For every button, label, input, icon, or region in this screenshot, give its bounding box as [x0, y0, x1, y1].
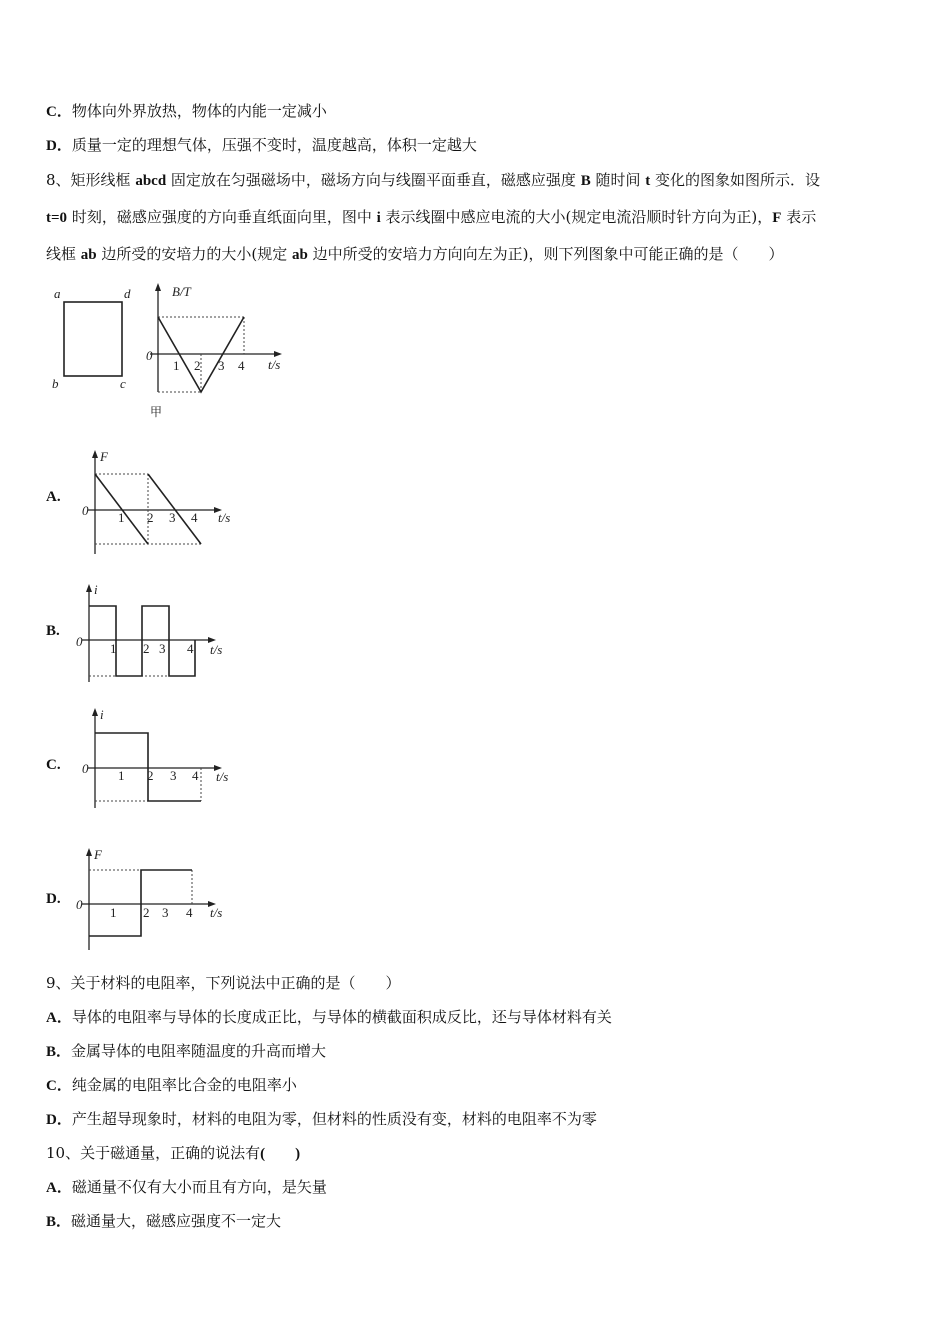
stem-text: abcd	[135, 173, 167, 189]
tick-label: 3	[159, 641, 166, 656]
force-trace	[148, 474, 201, 544]
option-label: B．	[46, 1044, 72, 1060]
option-text: 磁通量大，磁感应强度不一定大	[71, 1212, 282, 1230]
tick-label: 4	[192, 768, 199, 783]
y-axis-arrow	[86, 848, 92, 856]
tick-label: 2	[147, 768, 154, 783]
stem-text: 10、关于磁通量，正确的说法有	[46, 1144, 261, 1162]
q8-option-c-label[interactable]: C.	[46, 757, 61, 773]
tick-label: 4	[187, 641, 194, 656]
q8-stem-line-2	[46, 207, 816, 228]
tick-label: 1	[118, 510, 125, 525]
force-trace	[89, 870, 192, 936]
y-axis-arrow	[92, 708, 98, 716]
tick-label: 2	[194, 358, 201, 373]
stem-text: F	[772, 210, 782, 226]
y-axis-label: i	[94, 582, 98, 597]
option-text: 导体的电阻率与导体的长度成正比，与导体的横截面积成反比，还与导体材料有关	[71, 1008, 612, 1026]
figure-caption: 甲	[150, 405, 163, 419]
stem-text: 边中所受的安培力方向向左为正)，则下列图象中可能正确的是（ ）	[307, 245, 784, 263]
option-label: D．	[46, 1112, 72, 1128]
origin-label: 0	[146, 348, 153, 363]
force-trace	[95, 474, 148, 544]
corner-label-d: d	[124, 286, 131, 301]
current-trace	[89, 606, 195, 676]
tick-label: 3	[162, 905, 169, 920]
option-label: C．	[46, 104, 72, 120]
q8-figure	[46, 280, 306, 434]
q8-option-d-label[interactable]: D.	[46, 891, 61, 907]
q8-option-a-graph[interactable]	[78, 448, 248, 562]
stem-text: ab	[80, 247, 97, 263]
option-text: 物体向外界放热，物体的内能一定减小	[71, 102, 327, 120]
q7-option-c	[46, 101, 327, 122]
y-axis-label: i	[100, 707, 104, 722]
graph-svg	[78, 448, 248, 558]
y-axis-label: F	[100, 449, 108, 464]
option-label: C．	[46, 1078, 72, 1094]
y-axis-arrow	[155, 283, 161, 291]
tick-label: 1	[110, 905, 117, 920]
q9-option-c[interactable]	[46, 1075, 297, 1096]
q10-stem	[46, 1143, 300, 1164]
option-label: D．	[46, 138, 72, 154]
stem-text: ab	[292, 247, 308, 263]
stem-text: ( )	[260, 1146, 301, 1162]
stem-text: 固定放在匀强磁场中，磁场方向与线圈平面垂直，磁感应强度	[166, 171, 581, 189]
tick-label: 1	[173, 358, 180, 373]
y-axis-arrow	[92, 450, 98, 458]
q10-option-b[interactable]	[46, 1211, 281, 1232]
graph-svg	[78, 706, 248, 816]
x-axis-label: t/s	[210, 905, 223, 920]
graph-svg	[72, 846, 242, 956]
stem-text: 变化的图象如图所示．设	[650, 171, 821, 189]
origin-label: 0	[76, 634, 83, 649]
q9-option-a[interactable]	[46, 1007, 612, 1028]
option-label: A．	[46, 1180, 72, 1196]
tick-label: 4	[238, 358, 245, 373]
tick-label: 4	[191, 510, 198, 525]
option-label: A．	[46, 1010, 72, 1026]
tick-label: 2	[143, 641, 150, 656]
stem-text: 时刻，磁感应强度的方向垂直纸面向里，图中	[67, 208, 377, 226]
tick-label: 1	[118, 768, 125, 783]
tick-label: 2	[143, 905, 150, 920]
q9-option-b[interactable]	[46, 1041, 326, 1062]
y-axis-label: F	[94, 847, 102, 862]
q7-option-d	[46, 135, 477, 156]
tick-label: 3	[169, 510, 176, 525]
stem-text: 表示线圈中感应电流的大小(规定电流沿顺时针方向为正)，	[380, 208, 773, 226]
x-axis-label: t/s	[210, 642, 223, 657]
corner-label-a: a	[54, 286, 61, 301]
stem-text: 8、矩形线框	[46, 171, 136, 189]
figure-svg	[46, 280, 306, 430]
stem-text: t=0	[46, 210, 68, 226]
q8-stem-line-1	[46, 170, 820, 191]
option-text: 金属导体的电阻率随温度的升高而增大	[71, 1042, 327, 1060]
current-trace	[95, 733, 201, 801]
origin-label: 0	[76, 897, 83, 912]
tick-label: 1	[110, 641, 117, 656]
corner-label-b: b	[52, 376, 59, 391]
stem-text: 随时间	[590, 171, 646, 189]
option-text: 质量一定的理想气体，压强不变时，温度越高，体积一定越大	[71, 136, 477, 154]
stem-text: 边所受的安培力的大小(规定	[96, 245, 293, 263]
stem-text: 表示	[781, 208, 817, 226]
option-text: 产生超导现象时，材料的电阻为零，但材料的性质没有变，材料的电阻率不为零	[71, 1110, 597, 1128]
tick-label: 3	[218, 358, 225, 373]
stem-text: B	[580, 173, 591, 189]
q8-option-b-graph[interactable]	[72, 582, 242, 696]
stem-text: i	[376, 210, 381, 226]
tick-label: 4	[186, 905, 193, 920]
stem-text: 线框	[46, 245, 81, 263]
origin-label: 0	[82, 761, 89, 776]
q8-option-a-label[interactable]: A.	[46, 489, 61, 505]
x-axis-label: t/s	[216, 769, 229, 784]
x-axis-label: t/s	[218, 510, 231, 525]
option-label: B．	[46, 1214, 72, 1230]
stem-text: t	[645, 173, 651, 189]
option-text: 磁通量不仅有大小而且有方向，是矢量	[71, 1178, 327, 1196]
q8-option-d-graph[interactable]	[72, 846, 242, 960]
tick-label: 3	[170, 768, 177, 783]
option-text: 纯金属的电阻率比合金的电阻率小	[71, 1076, 297, 1094]
wire-frame	[64, 302, 122, 376]
origin-label: 0	[82, 503, 89, 518]
q9-stem: 9、关于材料的电阻率，下列说法中正确的是（ ）	[46, 974, 401, 992]
y-axis-label: B/T	[172, 284, 191, 299]
y-axis-arrow	[86, 584, 92, 592]
corner-label-c: c	[120, 376, 126, 391]
q10-option-a[interactable]	[46, 1177, 327, 1198]
x-axis-label: t/s	[268, 357, 281, 372]
q8-stem-line-3	[46, 244, 783, 265]
q8-option-b-label[interactable]: B.	[46, 623, 60, 639]
q8-option-c-graph[interactable]	[78, 706, 248, 820]
graph-svg	[72, 582, 242, 692]
q9-option-d[interactable]	[46, 1109, 597, 1130]
tick-label: 2	[147, 510, 154, 525]
